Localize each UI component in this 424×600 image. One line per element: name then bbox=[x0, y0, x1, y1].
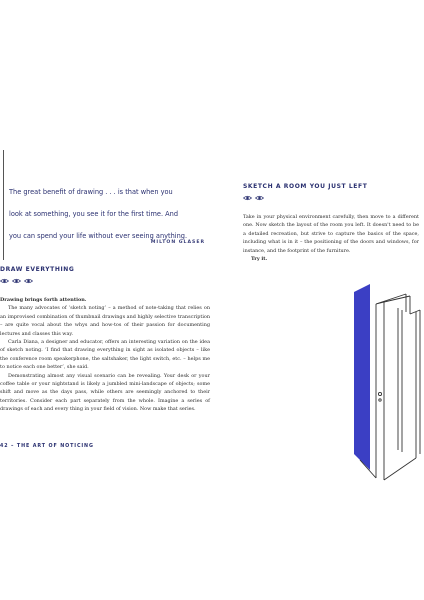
eye-icon bbox=[255, 195, 264, 201]
page-folio: 42 – THE ART OF NOTICING bbox=[0, 444, 94, 449]
section-title-sketch-room: SKETCH A ROOM YOU JUST LEFT bbox=[243, 183, 368, 190]
paragraph: Take in your physical environment carefully, then move to a different one. Now sketch the layout of the room you left. It doesn't need to be a detailed recreation, but strive to capture the basics of the space, including what is in it – the positioning of the doors and windows, for instance, and the footprint of the furniture. bbox=[243, 214, 419, 254]
quote-rule bbox=[3, 150, 4, 260]
door-illustration bbox=[340, 282, 424, 482]
quote-line: The great benefit of drawing . . . is that when you bbox=[9, 188, 173, 196]
body-text-right bbox=[243, 213, 419, 263]
pull-quote bbox=[9, 181, 209, 247]
body-text-left bbox=[0, 296, 210, 414]
lead-sentence: Drawing brings forth attention. bbox=[0, 297, 87, 303]
quote-line: look at something, you see it for the first time. And bbox=[9, 210, 179, 218]
try-it-prompt: Try it. bbox=[251, 256, 268, 263]
quote-author: MILTON GLASER bbox=[150, 240, 205, 245]
difficulty-eyes bbox=[243, 195, 264, 201]
paragraph: Demonstrating almost any visual scenario can be revealing. Your desk or your coffee table or your nightstand is likely a jumbled mini-landscape of objects; some shift and move as the days pass, while others are seemingly anchored to their territories. Consider each part separately from the whole. Imagine a series of drawings of each and every thing in your field of vision. Now make that series. bbox=[0, 372, 210, 413]
eye-icon bbox=[24, 278, 33, 284]
eye-icon bbox=[12, 278, 21, 284]
eye-icon bbox=[0, 278, 9, 284]
door-panel-blue bbox=[354, 284, 370, 470]
paragraph: Carla Diana, a designer and educator, offers an interesting variation on the idea of sketch noting. ‘I find that drawing everything in sight as isolated objects – like the conference room speakerphone, the saltshaker, the light switch, etc. – helps me to notice each one better’, she said. bbox=[0, 339, 210, 371]
quote-line: you can spend your life without ever seeing anything. bbox=[9, 232, 188, 240]
paragraph: The many advocates of ‘sketch noting’ – a method of note-taking that relies on an improvised combination of thumbnail drawings and highly selective transcription – are quite vocal about the whys and how-tos of their passion for documenting lectures and classes this way. bbox=[0, 305, 210, 337]
section-title-draw-everything: DRAW EVERYTHING bbox=[0, 266, 75, 273]
difficulty-eyes bbox=[0, 278, 33, 284]
eye-icon bbox=[243, 195, 252, 201]
